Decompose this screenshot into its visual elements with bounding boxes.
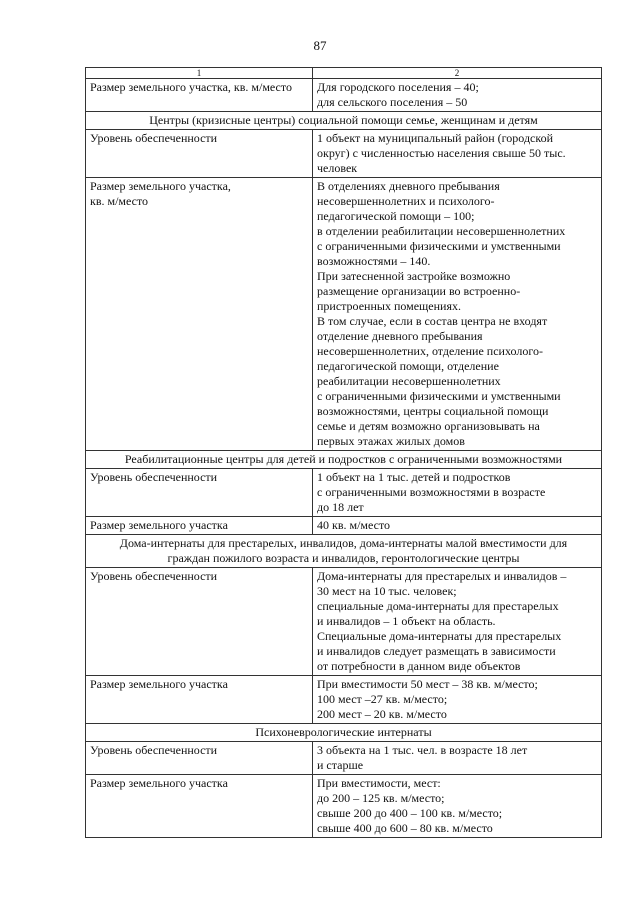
table-row	[86, 469, 602, 517]
value-line: 1 объект на 1 тыс. детей и подростков	[317, 470, 511, 484]
parameter-line: кв. м/место	[90, 194, 149, 208]
section-title	[86, 724, 602, 742]
parameter-cell	[86, 676, 313, 724]
value-line: возможностями – 140.	[317, 254, 431, 268]
parameter-line: Уровень обеспеченности	[90, 743, 218, 757]
value-cell	[313, 178, 602, 451]
table-row	[86, 775, 602, 838]
value-cell	[313, 676, 602, 724]
parameter-cell	[86, 568, 313, 676]
table-row	[86, 79, 602, 112]
table-row	[86, 568, 602, 676]
value-cell	[313, 568, 602, 676]
value-line: В том случае, если в состав центра не входят	[317, 314, 548, 328]
section-title-line: Центры (кризисные центры) социальной помощи семье, женщинам и детям	[149, 113, 538, 127]
value-line: Дома-интернаты для престарелых и инвалидов –	[317, 569, 567, 583]
value-line: до 200 – 125 кв. м/место;	[317, 791, 445, 805]
value-cell	[313, 742, 602, 775]
table-row	[86, 742, 602, 775]
parameter-cell	[86, 79, 313, 112]
value-cell	[313, 130, 602, 178]
value-line: пристроенных помещениях.	[317, 299, 461, 313]
value-line: и инвалидов – 1 объект на область.	[317, 614, 496, 628]
parameter-cell	[86, 742, 313, 775]
table-row	[86, 178, 602, 451]
value-line: первых этажах жилых домов	[317, 434, 465, 448]
section-title-line: граждан пожилого возраста и инвалидов, геронтологические центры	[167, 551, 520, 565]
parameter-line: Уровень обеспеченности	[90, 131, 218, 145]
section-title	[86, 451, 602, 469]
section-title-line: Психоневрологические интернаты	[255, 725, 432, 739]
parameter-line: Уровень обеспеченности	[90, 470, 218, 484]
value-line: педагогической помощи, отделение	[317, 359, 499, 373]
value-line: несовершеннолетних, отделение психолого-	[317, 344, 543, 358]
value-cell	[313, 469, 602, 517]
parameter-cell	[86, 178, 313, 451]
value-line: возможностями, центры социальной помощи	[317, 404, 549, 418]
section-header-row	[86, 451, 602, 469]
table-header-row	[86, 68, 602, 79]
column-number-2: 2	[313, 68, 602, 79]
table-row	[86, 130, 602, 178]
section-header-row	[86, 724, 602, 742]
value-line: Для городского поселения – 40;	[317, 80, 479, 94]
section-title-line: Реабилитационные центры для детей и подростков с ограниченными возможностями	[124, 452, 563, 466]
parameter-cell	[86, 130, 313, 178]
section-title	[86, 535, 602, 568]
value-line: для сельского поселения – 50	[317, 95, 468, 109]
value-line: с ограниченными возможностями в возрасте	[317, 485, 546, 499]
parameter-cell	[86, 775, 313, 838]
value-cell	[313, 517, 602, 535]
value-line: 100 мест –27 кв. м/место;	[317, 692, 448, 706]
value-line: При вместимости, мест:	[317, 776, 441, 790]
parameter-line: Размер земельного участка	[90, 518, 228, 532]
section-header-row	[86, 535, 602, 568]
value-line: При затесненной застройке возможно	[317, 269, 511, 283]
value-line: 30 мест на 10 тыс. человек;	[317, 584, 457, 598]
value-line: При вместимости 50 мест – 38 кв. м/место;	[317, 677, 538, 691]
parameter-line: Размер земельного участка,	[90, 179, 231, 193]
value-line: с ограниченными физическими и умственными	[317, 239, 561, 253]
parameter-line: Уровень обеспеченности	[90, 569, 218, 583]
value-line: специальные дома-интернаты для престарелых	[317, 599, 559, 613]
value-line: до 18 лет	[317, 500, 364, 514]
value-line: 1 объект на муниципальный район (городской	[317, 131, 554, 145]
value-line: отделение дневного пребывания	[317, 329, 483, 343]
table-row	[86, 676, 602, 724]
value-line: Специальные дома-интернаты для престарелых	[317, 629, 562, 643]
value-line: реабилитации несовершеннолетних	[317, 374, 501, 388]
value-line: с ограниченными физическими и умственными	[317, 389, 561, 403]
value-line: размещение организации во встроенно-	[317, 284, 521, 298]
norms-table	[85, 67, 602, 838]
value-line: человек	[317, 161, 358, 175]
value-line: 3 объекта на 1 тыс. чел. в возрасте 18 лет	[317, 743, 528, 757]
parameter-cell	[86, 517, 313, 535]
column-number-1: 1	[86, 68, 313, 79]
parameter-cell	[86, 469, 313, 517]
value-cell	[313, 775, 602, 838]
section-title-line: Дома-интернаты для престарелых, инвалидов, дома-интернаты малой вместимости для	[119, 536, 568, 550]
value-line: свыше 400 до 600 – 80 кв. м/место	[317, 821, 493, 835]
table-row	[86, 517, 602, 535]
parameter-line: Размер земельного участка, кв. м/место	[90, 80, 292, 94]
value-line: в отделении реабилитации несовершеннолетних	[317, 224, 566, 238]
value-line: 200 мест – 20 кв. м/место	[317, 707, 447, 721]
page-number: 87	[313, 38, 327, 53]
value-line: семье и детям возможно организовывать на	[317, 419, 540, 433]
value-cell	[313, 79, 602, 112]
value-line: от потребности в данном виде объектов	[317, 659, 521, 673]
parameter-line: Размер земельного участка	[90, 776, 228, 790]
parameter-line: Размер земельного участка	[90, 677, 228, 691]
section-header-row	[86, 112, 602, 130]
section-title	[86, 112, 602, 130]
value-line: и инвалидов следует размещать в зависимости	[317, 644, 556, 658]
value-line: свыше 200 до 400 – 100 кв. м/место;	[317, 806, 503, 820]
value-line: педагогической помощи – 100;	[317, 209, 475, 223]
value-line: 40 кв. м/место	[317, 518, 391, 532]
value-line: округ) с численностью населения свыше 50 тыс.	[317, 146, 566, 160]
value-line: и старше	[317, 758, 364, 772]
value-line: В отделениях дневного пребывания	[317, 179, 500, 193]
value-line: несовершеннолетних и психолого-	[317, 194, 495, 208]
